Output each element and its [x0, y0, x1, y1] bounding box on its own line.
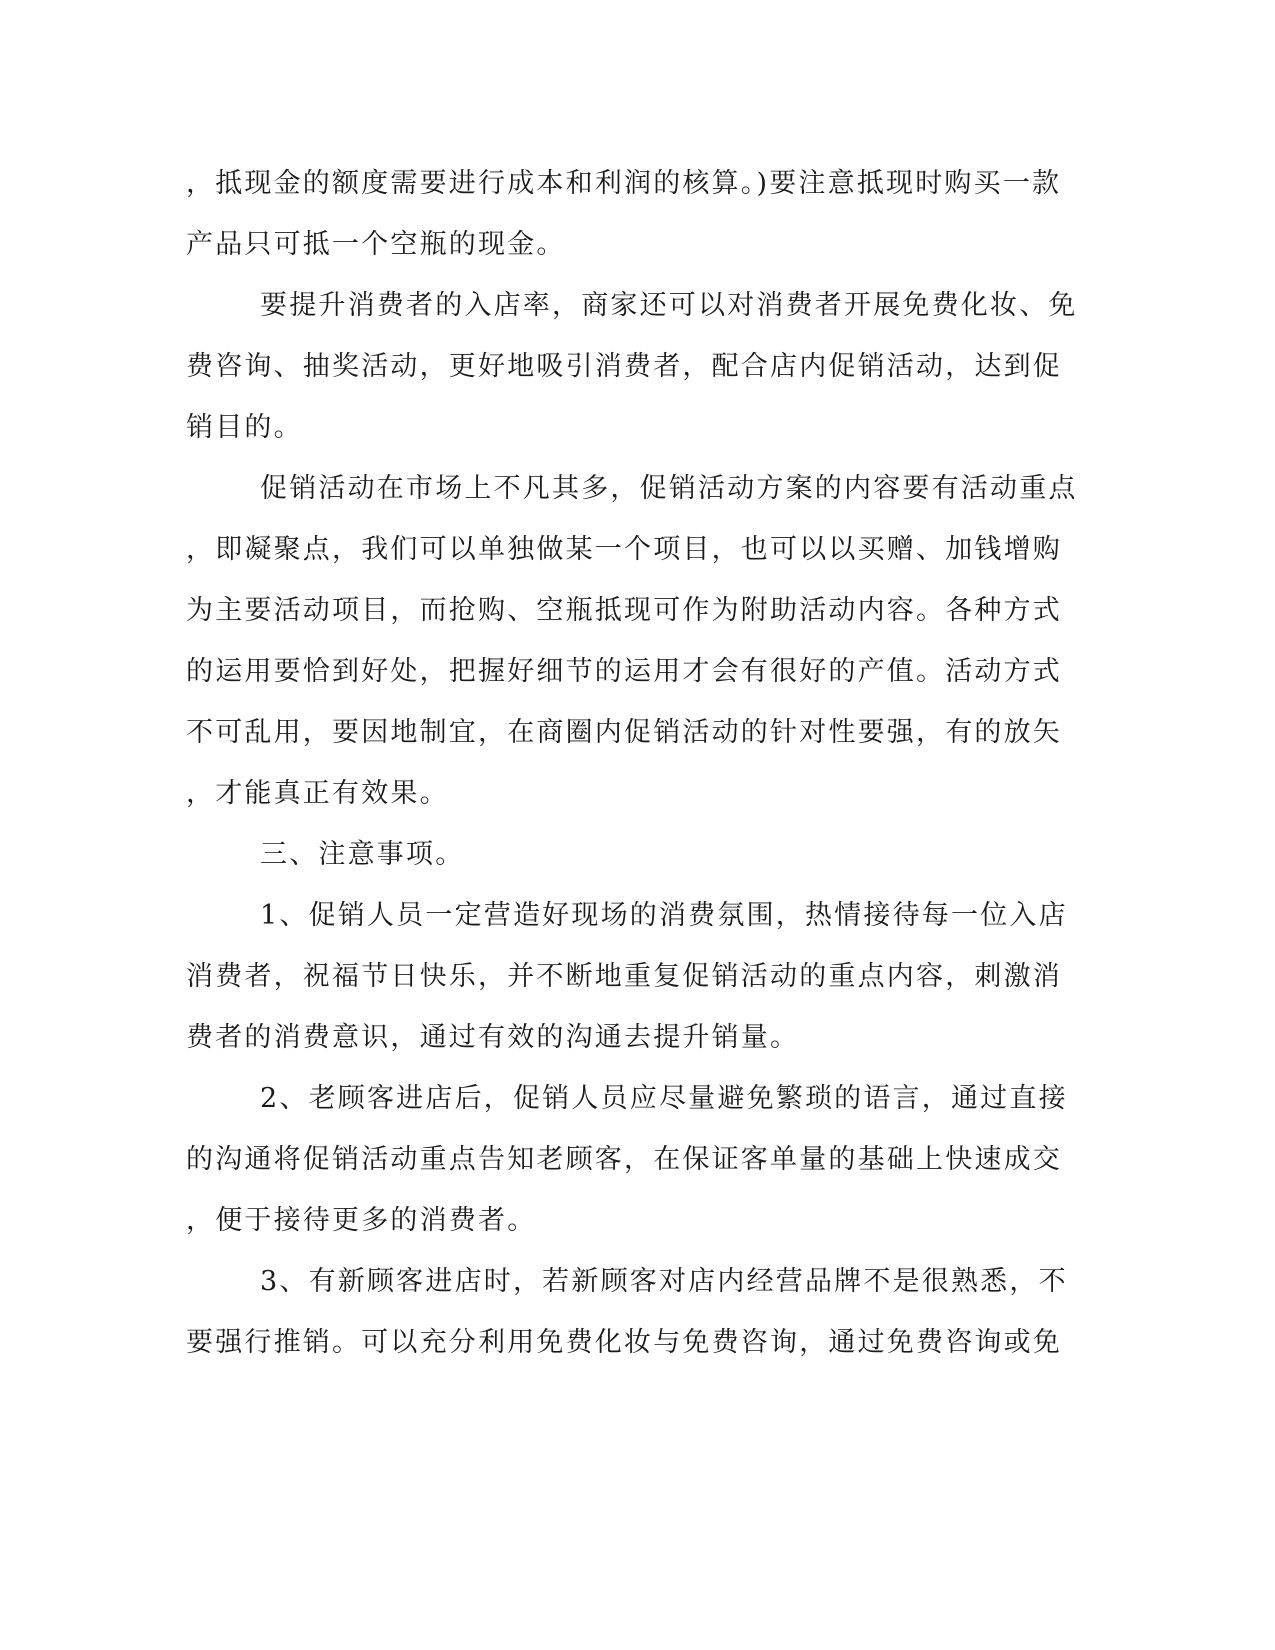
text-line: 的沟通将促销活动重点告知老顾客，在保证客单量的基础上快速成交	[186, 1144, 1062, 1175]
section-heading: 三、注意事项。	[260, 839, 465, 870]
paragraph-first-line: 要提升消费者的入店率，商家还可以对消费者开展免费化妆、免	[260, 290, 1078, 321]
text-line: 不可乱用，要因地制宜，在商圈内促销活动的针对性要强，有的放矢	[186, 717, 1062, 748]
text-line: 为主要活动项目，而抢购、空瓶抵现可作为附助活动内容。各种方式	[186, 595, 1062, 626]
text-line: 费咨询、抽奖活动，更好地吸引消费者，配合店内促销活动，达到促	[186, 351, 1062, 382]
document-body	[186, 164, 1076, 1384]
paragraph-first-line: 1、促销人员一定营造好现场的消费氛围，热情接待每一位入店	[260, 900, 1068, 931]
text-line: ，即凝聚点，我们可以单独做某一个项目，也可以以买赠、加钱增购	[186, 534, 1062, 565]
text-line: 费者的消费意识，通过有效的沟通去提升销量。	[186, 1022, 800, 1053]
text-line: 产品只可抵一个空瓶的现金。	[186, 229, 566, 260]
text-line: 的运用要恰到好处，把握好细节的运用才会有很好的产值。活动方式	[186, 656, 1062, 687]
text-line: ，抵现金的额度需要进行成本和利润的核算。)要注意抵现时购买一款	[186, 168, 1062, 199]
text-line: ，便于接待更多的消费者。	[186, 1205, 537, 1236]
text-line: 销目的。	[186, 412, 303, 443]
paragraph-first-line: 3、有新顾客进店时，若新顾客对店内经营品牌不是很熟悉，不	[260, 1266, 1068, 1297]
text-line: 要强行推销。可以充分利用免费化妆与免费咨询，通过免费咨询或免	[186, 1327, 1062, 1358]
paragraph-first-line: 促销活动在市场上不凡其多，促销活动方案的内容要有活动重点	[260, 473, 1078, 504]
paragraph-first-line: 2、老顾客进店后，促销人员应尽量避免繁琐的语言，通过直接	[260, 1083, 1068, 1114]
text-line: ，才能真正有效果。	[186, 778, 449, 809]
text-line: 消费者，祝福节日快乐，并不断地重复促销活动的重点内容，刺激消	[186, 961, 1062, 992]
